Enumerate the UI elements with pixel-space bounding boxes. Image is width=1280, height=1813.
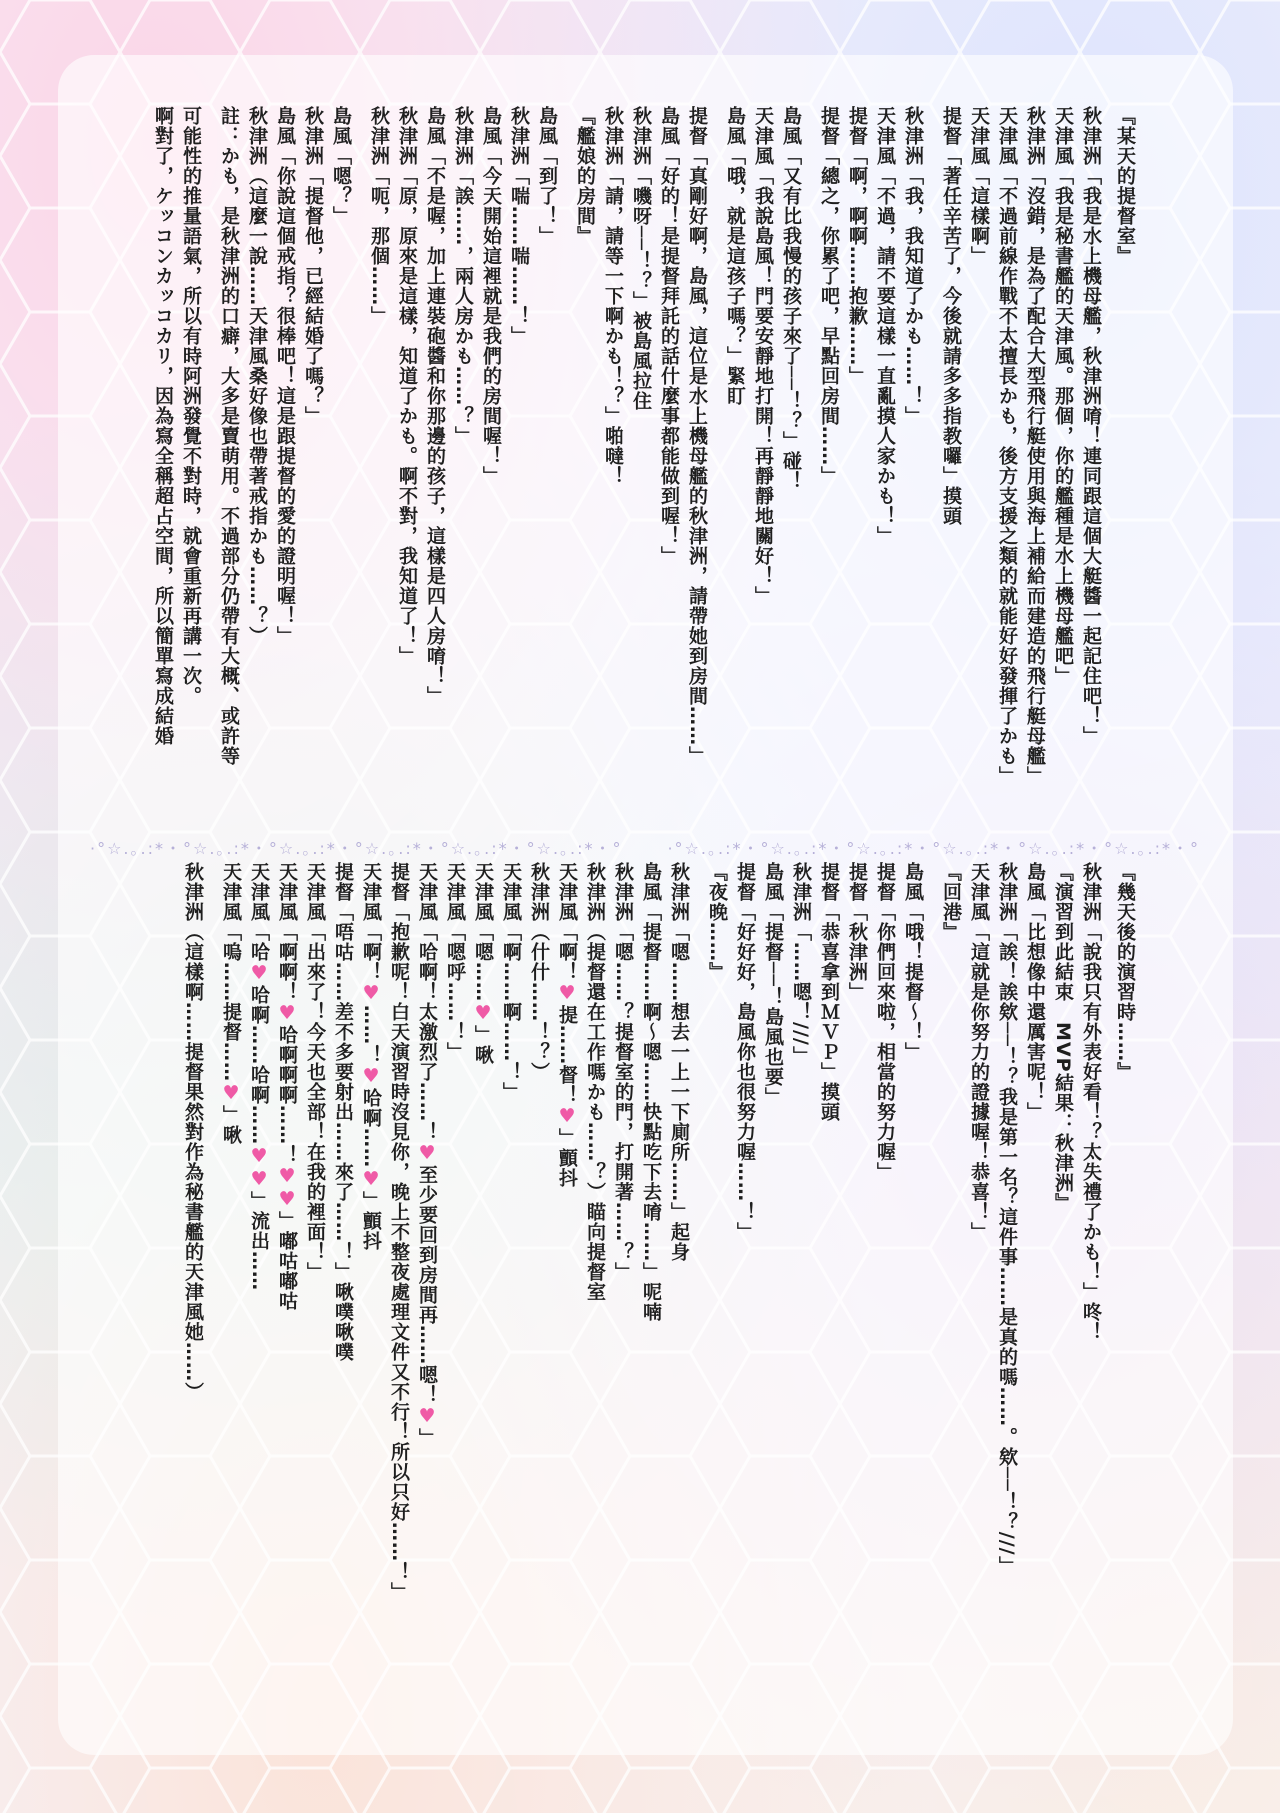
heart-icon: ♥: [360, 1065, 382, 1088]
heart-icon: ♥: [220, 1082, 242, 1105]
dialogue-line: 天津風「哈♥哈啊……哈啊……♥♥」流出……: [248, 862, 270, 1291]
dialogue-line: 提督「唔咕……差不多要射出……來了……！」啾噗啾噗: [332, 862, 354, 1362]
dialogue-line: 秋津洲「嗯……想去一上一下廁所……」起身: [668, 862, 690, 1262]
heart-icon: ♥: [556, 982, 578, 1005]
dialogue-line: 提督「你們回來啦，相當的努力喔」: [874, 862, 896, 1182]
translator-note: 啊對了，ケッコンカッコカリ，因為寫全稱超占空間，所以簡單寫成結婚: [152, 106, 174, 746]
dialogue-line: 島風「哦！提督〜！」: [902, 862, 924, 1062]
heart-icon: ♥: [416, 1405, 438, 1428]
dialogue-line: 天津風「這就是你努力的證據喔！恭喜！」: [968, 862, 990, 1242]
dialogue-line: 秋津洲（什什……！？）: [528, 862, 550, 1082]
dialogue-line: 秋津洲「提督他，已經結婚了嗎？」: [302, 106, 324, 426]
scene-heading: 『艦娘的房間』: [574, 106, 596, 246]
dialogue-line: 秋津洲「……嗯！///」: [790, 862, 812, 1066]
dialogue-line: 天津風「啊！♥提……督！♥」顫抖: [556, 862, 578, 1188]
heart-icon: ♥: [276, 1165, 298, 1188]
dialogue-line: 島風「今天開始這裡就是我們的房間喔！」: [480, 106, 502, 486]
dialogue-line: 島風「到了！」: [536, 106, 558, 246]
dialogue-line: 提督「總之，你累了吧，早點回房間……」: [818, 106, 840, 486]
dialogue-line: 秋津洲「原，原來是這樣，知道了かも。啊不對，我知道了！」: [396, 106, 418, 666]
top-section: [142, 106, 1135, 786]
dialogue-line: 島風「嗯？」: [330, 106, 352, 226]
dialogue-line: 提督「著任辛苦了，今後就請多多指教囉」摸頭: [940, 106, 962, 526]
dialogue-line: 秋津洲「請，請等一下啊かも！？」啪噠！: [602, 106, 624, 486]
dialogue-line: 天津風「不過，請不要這樣一直亂摸人家かも！」: [874, 106, 896, 546]
heart-icon: ♥: [360, 1168, 382, 1191]
dialogue-line: 島風「又有比我慢的孩子來了──！？」碰！: [780, 106, 802, 491]
dialogue-line: 島風「提督──！島風也要」: [762, 862, 784, 1107]
heart-icon: ♥: [472, 1002, 494, 1025]
dialogue-line: 天津風「啊！♥……！♥哈啊……♥」顫抖: [360, 862, 382, 1251]
dialogue-line: 天津風「嗚……提督……♥」啾: [220, 862, 242, 1145]
dialogue-line: 秋津洲「誒！誒欸──！？我是第一名？這件事……是真的嗎……。欸──！？///」: [996, 862, 1018, 1576]
dialogue-line: 島風「好的！是提督拜託的話什麼事都能做到喔！」: [658, 106, 680, 566]
dialogue-line: 島風「哦，就是這孩子嗎？」緊盯: [724, 106, 746, 406]
translator-note: 註：かも，是秋津洲的口癖，大多是賣萌用。不過部分仍帶有大概、或許等: [218, 106, 240, 766]
dialogue-line: 天津風「這樣啊」: [968, 106, 990, 266]
dialogue-line: 天津風「嗯呼……！」: [444, 862, 466, 1062]
heart-icon: ♥: [248, 962, 270, 985]
dialogue-line: 秋津洲「嘰呀──！？」被島風拉住: [630, 106, 652, 411]
dialogue-line: 天津風「啊……啊……！」: [500, 862, 522, 1102]
dialogue-line: 秋津洲「沒錯，是為了配合大型飛行艇使用與海上補給而建造的飛行艇母艦」: [1024, 106, 1046, 786]
dialogue-line: 秋津洲（這樣啊……提督果然對作為秘書艦的天津風她……）: [182, 862, 204, 1402]
heart-icon: ♥: [360, 982, 382, 1005]
dialogue-line: 提督「啊，啊啊……抱歉……」: [846, 106, 868, 386]
translator-note: 可能性的推量語氣，所以有時阿洲發覺不對時，就會重新再講一次。: [180, 106, 202, 706]
dialogue-line: 秋津洲（提督還在工作嗎かも……？）瞄向提督室: [584, 862, 606, 1302]
dialogue-line: 提督「秋津洲」: [846, 862, 868, 1002]
heart-icon: ♥: [556, 1105, 578, 1128]
dialogue-line: 秋津洲「我是水上機母艦，秋津洲唷！連同跟這個大艇醬一起記住吧！」: [1080, 106, 1102, 746]
dialogue-line: 秋津洲「說我只有外表好看！？太失禮了かも！」咚！: [1080, 862, 1102, 1342]
dialogue-line: 島風「你說這個戒指？很棒吧！這是跟提督的愛的證明喔！」: [274, 106, 296, 646]
dialogue-line: 島風「提督……啊〜嗯……快點吃下去唷……」呢喃: [640, 862, 662, 1322]
dialogue-line: 『演習到此結束 MVP結果：秋津洲』: [1052, 862, 1074, 1213]
dialogue-line: 天津風「哈啊！太激烈了……！♥至少要回到房間再……嗯！♥」: [416, 862, 438, 1448]
dialogue-line: 秋津洲「我，我知道了かも……！」: [902, 106, 924, 426]
heart-icon: ♥: [248, 1145, 270, 1168]
scene-heading: 『回港』: [940, 862, 962, 942]
dialogue-line: 島風「不是喔，加上連裝砲醬和你那邊的孩子，這樣是四人房唷！」: [424, 106, 446, 706]
dialogue-line: 天津風「不過前線作戰不太擅長かも，後方支援之類的就能好好發揮了かも」: [996, 106, 1018, 786]
dialogue-line: 提督「好好好，島風你也很努力喔……！」: [734, 862, 756, 1242]
scene-heading: 『某天的提督室』: [1114, 106, 1136, 266]
dialogue-line: 天津風「啊啊！♥哈啊啊啊……！♥♥」嘟咕嘟咕: [276, 862, 298, 1311]
heart-icon: ♥: [276, 1188, 298, 1211]
decorative-divider: [90, 836, 1200, 858]
dialogue-line: 秋津洲「喘……喘……！」: [508, 106, 530, 346]
heart-icon: ♥: [276, 1002, 298, 1025]
dialogue-line: 秋津洲「誒……，兩人房かも……？」: [452, 106, 474, 446]
dialogue-line: 天津風「嗯……♥」啾: [472, 862, 494, 1065]
heart-icon: ♥: [248, 1168, 270, 1191]
dialogue-line: 秋津洲「呃，那個……」: [368, 106, 390, 326]
bottom-section: [172, 862, 1135, 1602]
dialogue-line: 提督「真剛好啊，島風，這位是水上機母艦的秋津洲，請帶她到房間……」: [686, 106, 708, 766]
dialogue-line: 天津風「出來了！今天也全部！在我的裡面！」: [304, 862, 326, 1282]
scene-heading: 『夜晚……』: [706, 862, 728, 982]
heart-icon: ♥: [416, 1142, 438, 1165]
divider-stars: ·°☆.｡.:*・°☆.｡.:*・°☆.｡.:*・°☆.｡.:*・°☆.｡.:*・°☆.｡.:*・°: [90, 838, 623, 858]
dialogue-line: 秋津洲「嗯……？提督室的門，打開著……？」: [612, 862, 634, 1282]
scene-heading: 『幾天後的演習時……』: [1114, 862, 1136, 1082]
divider-stars: ·°☆.｡.:*・°☆.｡.:*・°☆.｡.:*・°☆.｡.:*・°☆.｡.:*・°☆.｡.:*・°: [667, 838, 1200, 858]
dialogue-line: 秋津洲（這麼一說……天津風桑好像也帶著戒指かも……？）: [246, 106, 268, 646]
dialogue-line: 提督「恭喜拿到ＭＶＰ」摸頭: [818, 862, 840, 1122]
dialogue-line: 提督「抱歉呢！白天演習時沒見你，晚上不整夜處理文件又不行！所以只好……！」: [388, 862, 410, 1602]
dialogue-line: 天津風「我是秘書艦的天津風。那個，你的艦種是水上機母艦吧」: [1052, 106, 1074, 686]
dialogue-line: 島風「比想像中還厲害呢！」: [1024, 862, 1046, 1122]
dialogue-line: 天津風「我說島風！門要安靜地打開！再靜靜地關好！」: [752, 106, 774, 606]
